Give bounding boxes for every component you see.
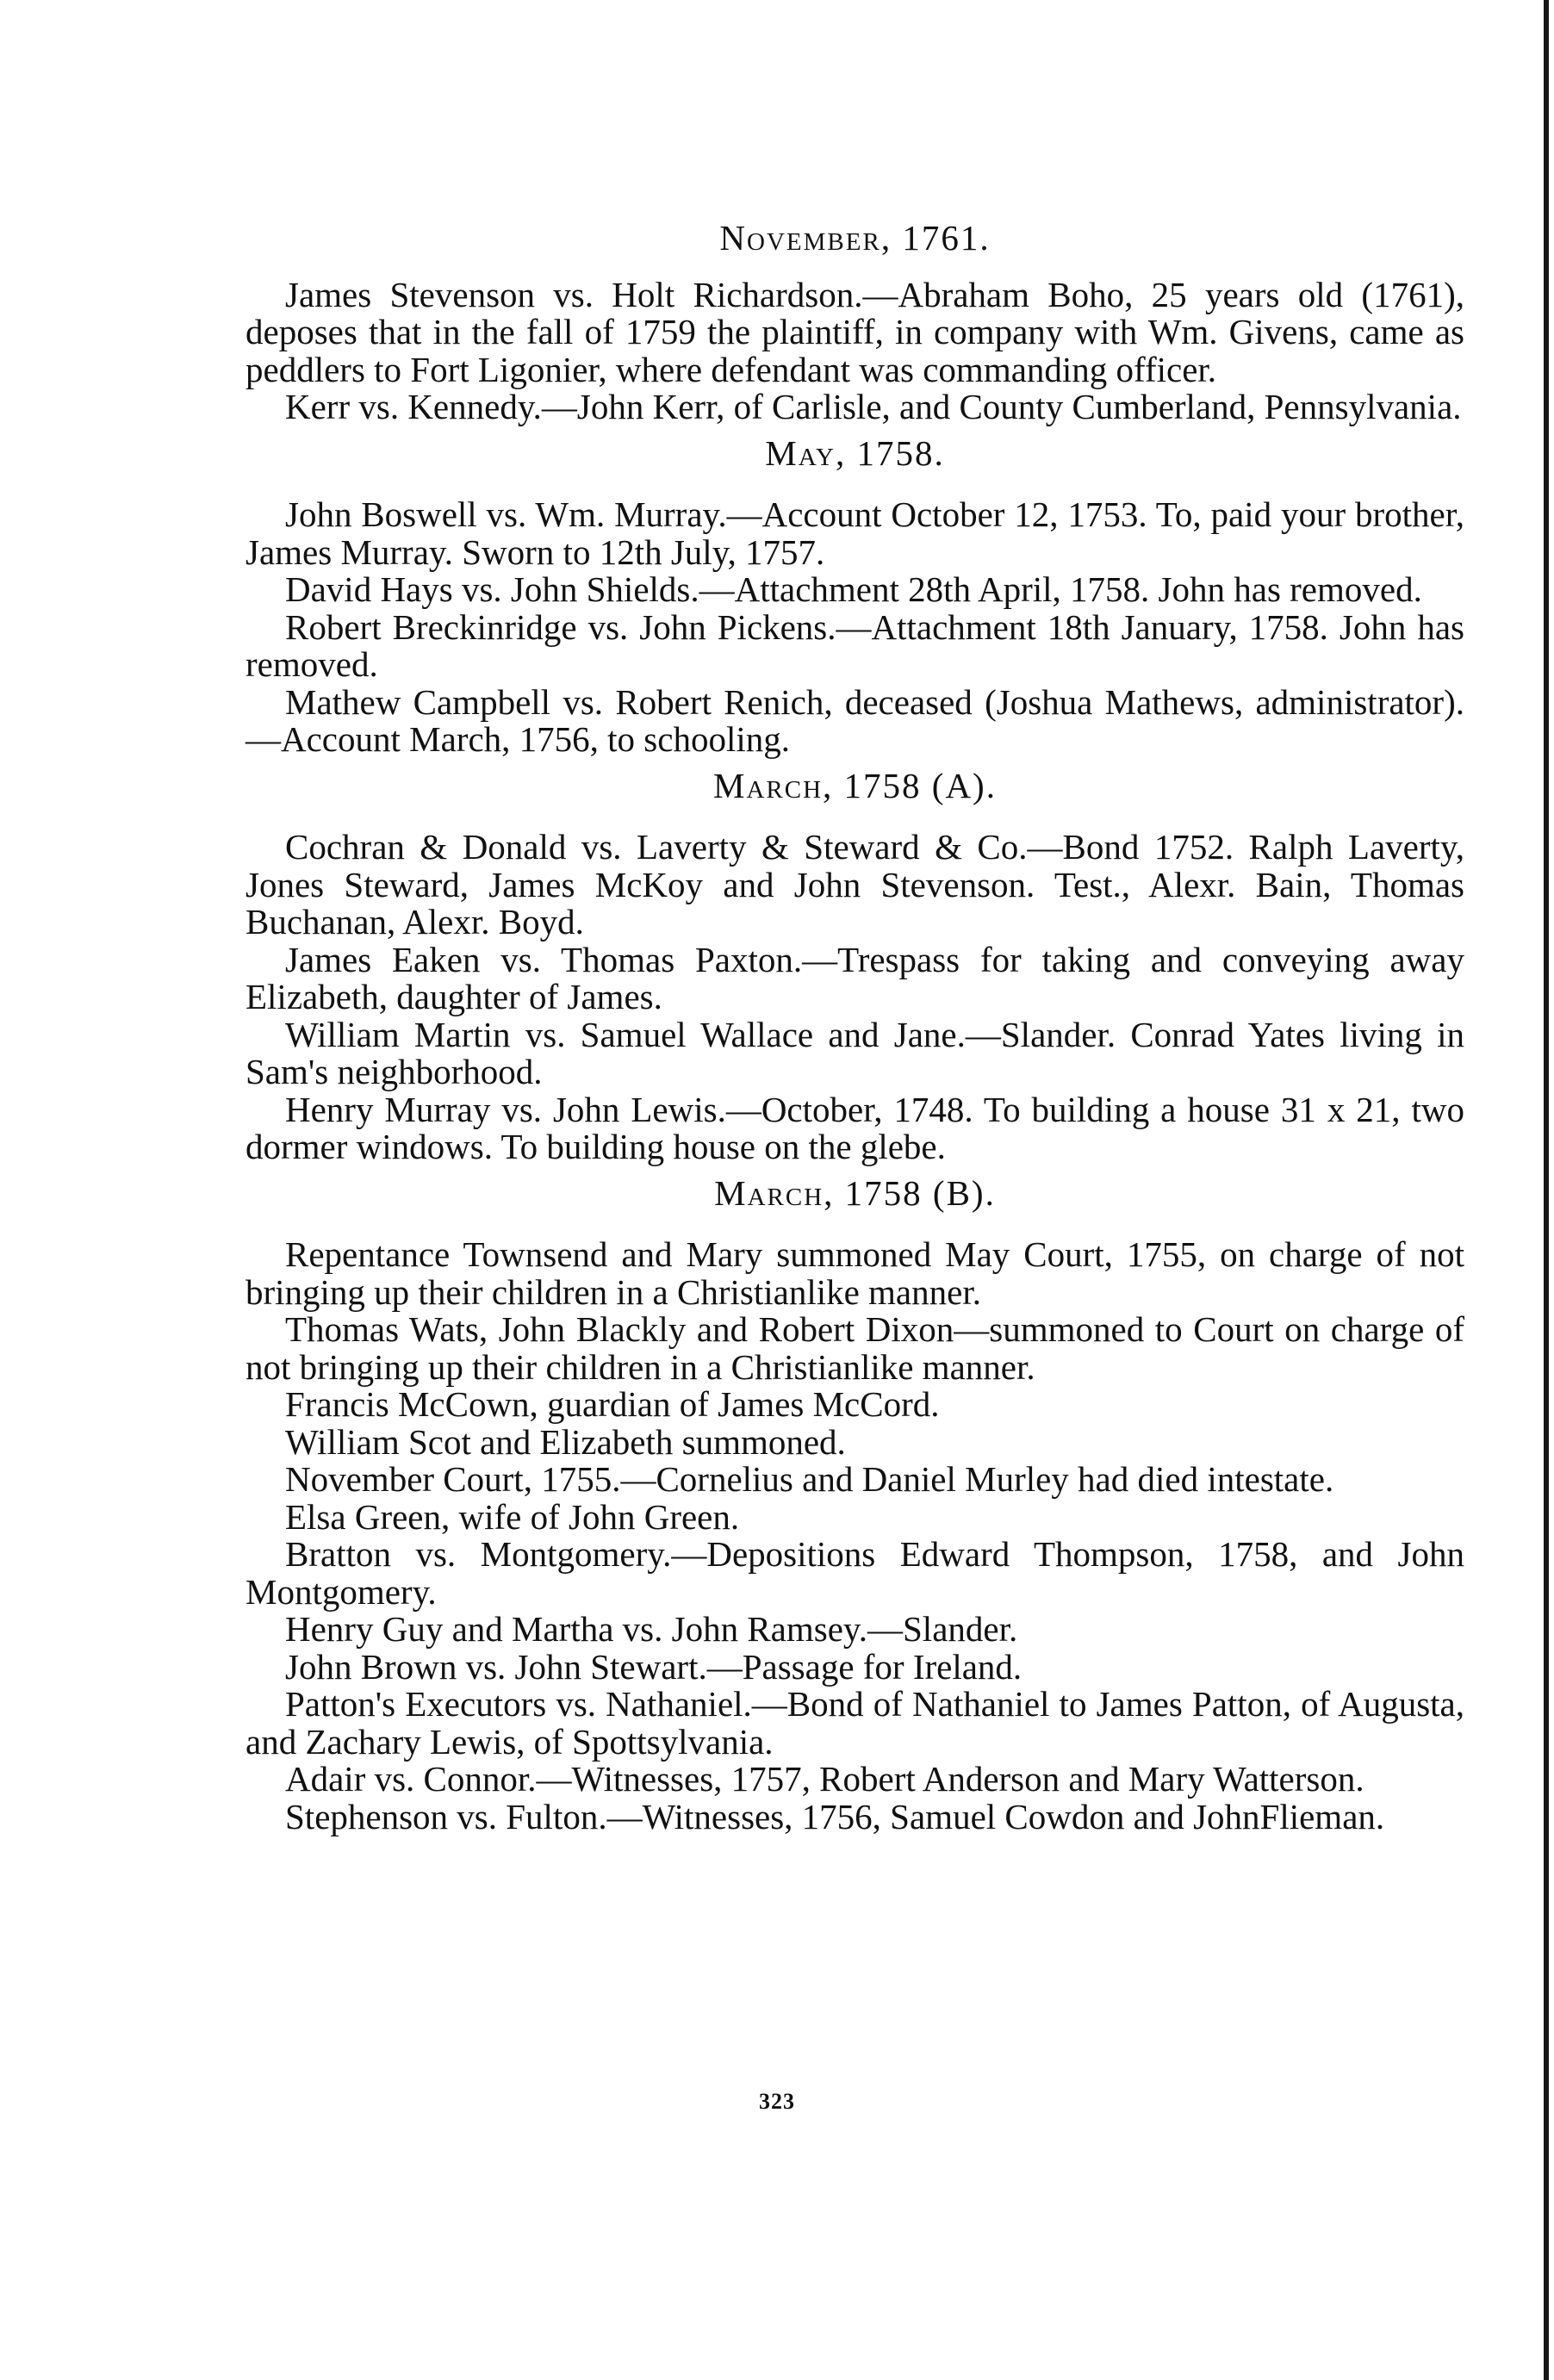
entry-stephenson-fulton: Stephenson vs. Fulton.—Witnesses, 1756, Samuel Cowdon and JohnFlieman. xyxy=(285,1796,1385,1836)
entry-cochran-laverty: Cochran & Donald vs. Laverty & Steward & Co.—Bond 1752. Ralph Laverty, Jones Steward, James McKoy and John Stevenson. Test., Alexr. Bain, Thomas Buchanan, Alexr. Boyd. xyxy=(246,827,1464,941)
entry-murray-lewis: Henry Murray vs. John Lewis.—October, 1748. To building a house 31 x 21, two dormer windows. To building house on the glebe. xyxy=(246,1089,1464,1166)
page-edge-rule xyxy=(1544,0,1549,2380)
section-heading: November, 1761. xyxy=(719,218,991,258)
section-march-1758-b xyxy=(246,1172,1464,1836)
page-body xyxy=(246,220,1464,1836)
entry-hays-shields: David Hays vs. John Shields.—Attachment 28th April, 1758. John has removed. xyxy=(285,569,1422,609)
entry-wats-blackly-dixon: Thomas Wats, John Blackly and Robert Dixon—summoned to Court on charge of not bringing up their children in a Christianlike manner. xyxy=(246,1309,1464,1387)
entry-november-court: November Court, 1755.—Cornelius and Daniel Murley had died intestate. xyxy=(285,1459,1334,1499)
entry-breckinridge-pickens: Robert Breckinridge vs. John Pickens.—Attachment 18th January, 1758. John has removed. xyxy=(246,606,1464,684)
entry-adair-connor: Adair vs. Connor.—Witnesses, 1757, Robert Anderson and Mary Watterson. xyxy=(285,1759,1364,1799)
entry-kerr-kennedy: Kerr vs. Kennedy.—John Kerr, of Carlisle, and County Cumberland, Pennsylvania. xyxy=(285,387,1462,426)
entry-eaken-paxton: James Eaken vs. Thomas Paxton.—Trespass for taking and conveying away Elizabeth, daughter of James. xyxy=(246,939,1464,1016)
entry-brown-stewart: John Brown vs. John Stewart.—Passage for Ireland. xyxy=(285,1646,1023,1687)
section-heading: March, 1758 (B). xyxy=(714,1172,996,1213)
entry-patton-executors: Patton's Executors vs. Nathaniel.—Bond of Nathaniel to James Patton, of Augusta, and Zachary Lewis, of Spottsylvania. xyxy=(246,1684,1464,1762)
section-may-1758 xyxy=(246,432,1464,759)
page-number: 323 xyxy=(759,2089,795,2114)
entry-bratton-montgomery: Bratton vs. Montgomery.—Depositions Edward Thompson, 1758, and John Montgomery. xyxy=(246,1534,1464,1612)
entry-scot: William Scot and Elizabeth summoned. xyxy=(285,1421,846,1462)
entry-guy-ramsey: Henry Guy and Martha vs. John Ramsey.—Slander. xyxy=(285,1609,1018,1649)
entry-elsa-green: Elsa Green, wife of John Green. xyxy=(285,1496,740,1537)
section-heading: March, 1758 (A). xyxy=(713,765,997,805)
entry-boswell-murray: John Boswell vs. Wm. Murray.—Account October 12, 1753. To, paid your brother, James Murray. Sworn to 12th July, 1757. xyxy=(246,494,1464,572)
entry-mccown: Francis McCown, guardian of James McCord. xyxy=(285,1384,940,1424)
section-heading: May, 1758. xyxy=(765,432,945,473)
entry-martin-wallace: William Martin vs. Samuel Wallace and Jane.—Slander. Conrad Yates living in Sam's neighborhood. xyxy=(246,1014,1464,1091)
entry-campbell-renich: Mathew Campbell vs. Robert Renich, deceased (Joshua Mathews, administrator).—Account March, 1756, to schooling. xyxy=(246,681,1464,759)
section-november-1761 xyxy=(246,220,1464,426)
entry-townsend: Repentance Townsend and Mary summoned May Court, 1755, on charge of not bringing up their children in a Christianlike manner. xyxy=(246,1234,1464,1312)
entry-stevenson-richardson: James Stevenson vs. Holt Richardson.—Abraham Boho, 25 years old (1761), deposes that in the fall of 1759 the plaintiff, in company with Wm. Givens, came as peddlers to Fort Ligonier, where defendant was commanding officer. xyxy=(246,274,1464,389)
section-march-1758-a xyxy=(246,767,1464,1166)
